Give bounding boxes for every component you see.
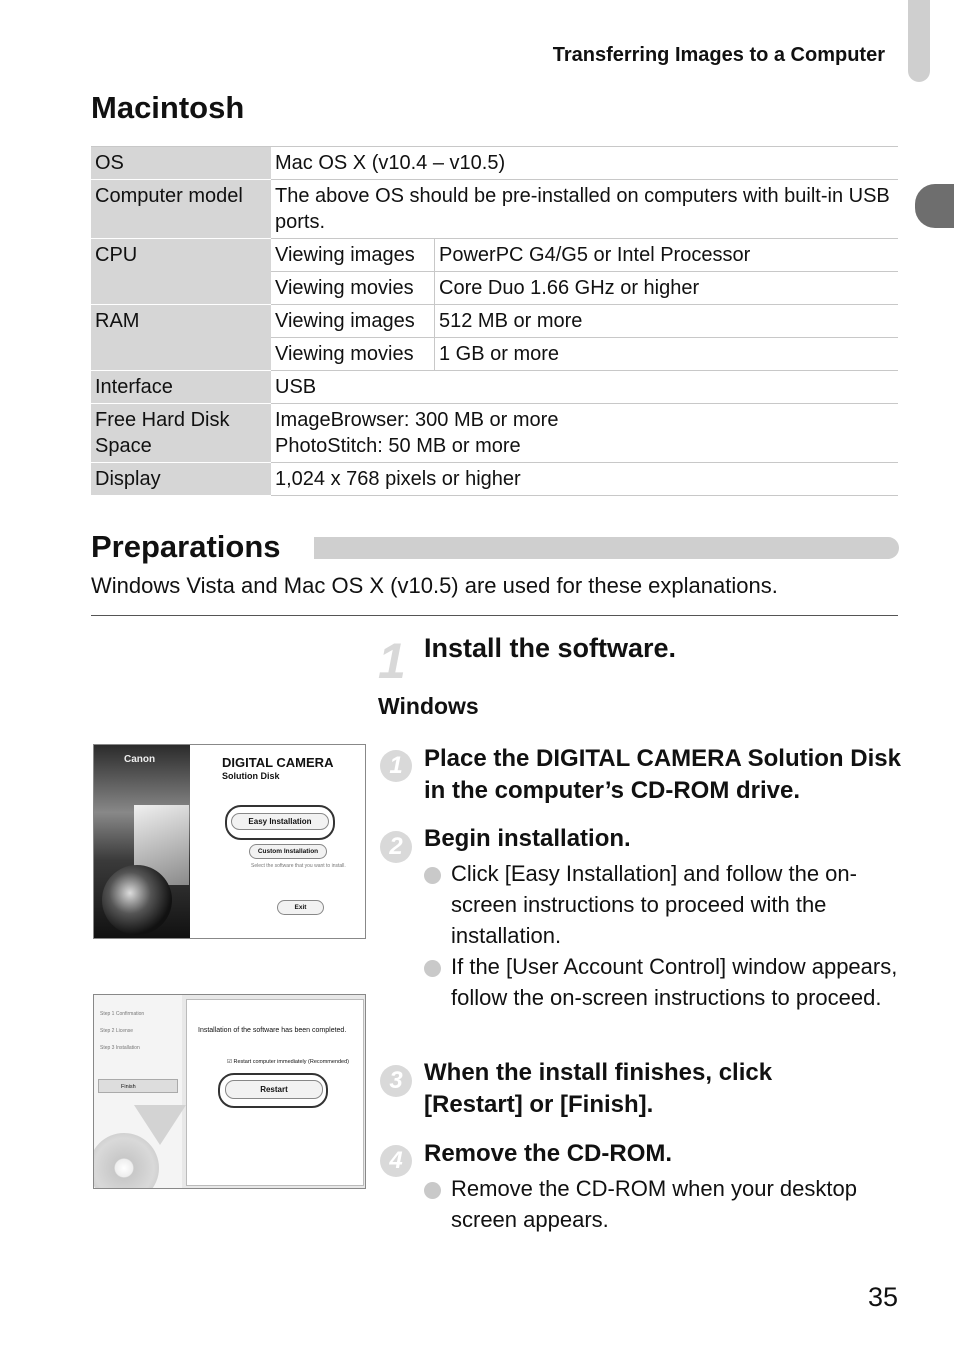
- row-label: CPU: [91, 239, 271, 305]
- disk-title: DIGITAL CAMERA: [222, 755, 334, 770]
- restart-button[interactable]: Restart: [225, 1080, 323, 1099]
- completion-message: Installation of the software has been completed.: [198, 1027, 347, 1034]
- exit-button[interactable]: Exit: [277, 900, 324, 915]
- row-value-line: PhotoStitch: 50 MB or more: [275, 435, 521, 457]
- row-label-line: Free Hard Disk: [95, 409, 230, 431]
- substep-title-3: When the install finishes, click [Restart] or [Finish].: [424, 1059, 773, 1118]
- row-label-line: Space: [95, 435, 152, 457]
- bullet-text: If the [User Account Control] window appears, follow the on-screen instructions to proceed.: [451, 954, 898, 1010]
- macintosh-heading: Macintosh: [91, 90, 245, 125]
- step-title: Install the software.: [424, 633, 677, 663]
- row-sublabel: Viewing movies: [271, 272, 435, 305]
- step-line: Step 2 License: [100, 1028, 134, 1034]
- canon-logo: Canon: [124, 754, 156, 765]
- row-value: [271, 404, 898, 463]
- table-row: [91, 239, 898, 272]
- disk-subtitle: Solution Disk: [222, 771, 280, 781]
- step-number: 1: [378, 633, 406, 689]
- substep-title-2: Begin installation.: [424, 825, 631, 852]
- substep-number-3: 3: [380, 1065, 412, 1097]
- row-value: Mac OS X (v10.4 – v10.5): [271, 147, 898, 180]
- table-row: [91, 371, 898, 404]
- installer-menu-screenshot: [93, 744, 366, 939]
- table-row: [91, 463, 898, 496]
- finish-step: Finish: [98, 1079, 178, 1093]
- preparations-intro: Windows Vista and Mac OS X (v10.5) are used for these explanations.: [91, 573, 778, 598]
- running-header: Transferring Images to a Computer: [552, 44, 885, 66]
- bullet-text: Remove the CD-ROM when your desktop screen appears.: [451, 1176, 857, 1232]
- row-value-line: ImageBrowser: 300 MB or more: [275, 409, 559, 431]
- table-row: [91, 180, 898, 239]
- row-value: 512 MB or more: [435, 305, 899, 338]
- substep-number-4: 4: [380, 1145, 412, 1177]
- install-complete-screenshot: [93, 994, 366, 1189]
- row-value: 1 GB or more: [435, 338, 899, 371]
- table-row: [91, 404, 898, 463]
- row-value: USB: [271, 371, 898, 404]
- bullet-item: [424, 858, 899, 951]
- row-sublabel: Viewing movies: [271, 338, 435, 371]
- bullet-icon: [424, 960, 441, 977]
- row-sublabel: Viewing images: [271, 305, 435, 338]
- restart-checkbox-label: Restart computer immediately (Recommended): [233, 1059, 350, 1065]
- lens-graphic: [102, 865, 172, 935]
- row-sublabel: Viewing images: [271, 239, 435, 272]
- restart-checkbox[interactable]: ☑ Restart computer immediately (Recommended): [227, 1059, 350, 1065]
- row-value: The above OS should be pre-installed on computers with built-in USB ports.: [271, 180, 898, 239]
- preparations-heading: Preparations: [91, 529, 281, 564]
- row-value: PowerPC G4/G5 or Intel Processor: [435, 239, 899, 272]
- substep-title-1: Place the DIGITAL CAMERA Solution Disk in the computer’s CD-ROM drive.: [424, 745, 901, 804]
- substep-number-2: 2: [380, 831, 412, 863]
- chapter-tab-marker: [915, 184, 954, 228]
- bullet-item: [424, 1173, 899, 1235]
- row-label: Display: [91, 463, 271, 496]
- row-value: Core Duo 1.66 GHz or higher: [435, 272, 899, 305]
- substep-title-4: Remove the CD-ROM.: [424, 1140, 673, 1167]
- row-label: Interface: [91, 371, 271, 404]
- bullet-icon: [424, 1182, 441, 1199]
- bullet-item: [424, 951, 899, 1013]
- step-line: Step 1 Confirmation: [100, 1011, 145, 1017]
- table-row: [91, 147, 898, 180]
- easy-installation-button[interactable]: Easy Installation: [231, 813, 329, 830]
- row-value: 1,024 x 768 pixels or higher: [271, 463, 898, 496]
- custom-installation-button[interactable]: Custom Installation: [249, 844, 327, 859]
- divider: [91, 615, 898, 616]
- os-label: Windows: [378, 693, 479, 719]
- row-label: OS: [91, 147, 271, 180]
- row-label: [91, 404, 271, 463]
- row-label: Computer model: [91, 180, 271, 239]
- step-line: Step 3 Installation: [100, 1045, 140, 1051]
- substep-number-1: 1: [380, 750, 412, 782]
- bullet-text: Click [Easy Installation] and follow the on-screen instructions to proceed with the installation.: [451, 861, 857, 948]
- bullet-icon: [424, 867, 441, 884]
- row-label: RAM: [91, 305, 271, 371]
- install-hint: Select the software that you want to install.: [251, 863, 346, 869]
- page-number: 35: [867, 1282, 898, 1312]
- table-row: [91, 305, 898, 338]
- heading-decor-bar: [314, 537, 899, 559]
- mac-requirements-table: [91, 146, 898, 496]
- side-tab-marker: [908, 0, 930, 82]
